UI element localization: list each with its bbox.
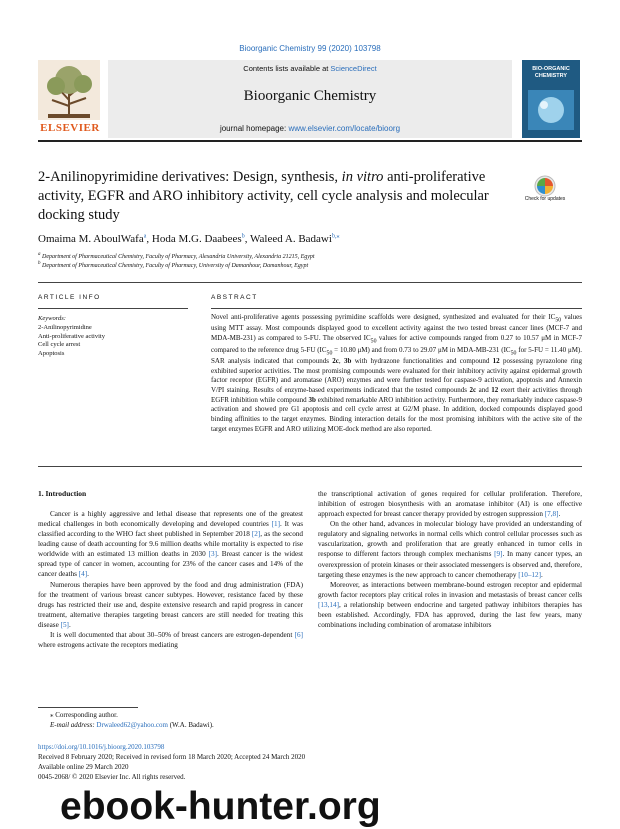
abstract-segment: exert their activities through EGFR inhibition while compound: [211, 385, 583, 404]
article-title: [38, 168, 508, 225]
affiliation-marker: a: [38, 252, 41, 257]
citation-link[interactable]: [7,8]: [544, 510, 559, 519]
intro-paragraph-1: [38, 509, 303, 580]
text-segment: . Breast cancer is the widest spread type of cancer in women, accounting for 23% of the cancer cases and 14% of the cancer deaths: [38, 550, 303, 579]
email-line: [50, 721, 350, 731]
sciencedirect-link[interactable]: ScienceDirect: [330, 64, 377, 73]
text-segment: Cancer is a highly aggressive and lethal disease that represents one of the greatest medical challenges in both economically developing and developed countries: [38, 510, 303, 529]
available-online: Available online 29 March 2020: [38, 763, 129, 772]
article-info-rule: [38, 308, 188, 309]
abstract-segment: ,: [338, 356, 344, 365]
author-affiliation-link[interactable]: b,⁎: [331, 233, 340, 239]
abstract-text: [211, 313, 582, 434]
intro-paragraph-3: [38, 630, 303, 650]
text-segment: the transcriptional activation of genes required for cellular proliferation. Therefore, inhibition of estrogen biosynthesis with an aromatase inhibitor (AI) is one effective approach expected for breast cancer therapy provided by estrogen suppression: [318, 490, 582, 519]
author-3: [250, 233, 339, 245]
text-segment: . In many cancer types, an overexpression of protein kinases or their associated messengers is observed and, therefore, targeting these enzymes is the new approach to cancer chemotherapy: [318, 550, 583, 579]
citation-link[interactable]: [5]: [60, 620, 69, 629]
citation-link[interactable]: [2]: [251, 530, 261, 539]
author-affiliation-link[interactable]: b: [241, 233, 245, 239]
keywords-block: [38, 315, 188, 359]
author-name: Waleed A. Badawi: [250, 232, 332, 245]
corresponding-author-note: ⁎ Corresponding author.: [50, 711, 118, 719]
copyright-line: 0045-2068/ © 2020 Elsevier Inc. All rights reserved.: [38, 773, 186, 782]
contents-line: [108, 64, 512, 73]
homepage-line: [108, 124, 512, 133]
keywords-label: Keywords:: [38, 315, 66, 322]
introduction-heading: 1. Introduction: [38, 489, 87, 498]
doi-link[interactable]: https://doi.org/10.1016/j.bioorg.2020.103798: [38, 743, 165, 751]
compound-label: 3b: [343, 356, 352, 365]
title-part-1: 2-Anilinopyrimidine derivatives: Design, synthesis,: [38, 169, 342, 185]
author-list: [38, 232, 582, 245]
abstract-segment: Novel anti-proliferative agents possessing pyrimidine scaffolds were designed, synthesized and evaluated for their IC: [211, 313, 556, 321]
intro-paragraph-4: [318, 519, 582, 579]
journal-citation[interactable]: Bioorganic Chemistry 99 (2020) 103798: [239, 44, 381, 53]
keyword-item: 2-Anilinopyrimidine: [38, 323, 92, 331]
text-segment: On the other hand, advances in molecular biology have provided an understanding of regulatory and signaling networks in normal cells which control cellular processes such as vascularization, growth and proliferation that are greatly enhanced in tumor cells in response to different factors through complex mechanisms: [318, 520, 582, 559]
compound-label: 12: [491, 385, 499, 394]
section-rule: [38, 282, 582, 283]
header-rule: [38, 140, 582, 142]
cover-title: BIO-ORGANIC CHEMISTRY: [532, 66, 570, 79]
keyword-item: Anti-proliferative activity: [38, 332, 105, 340]
abstract-subscript: 50: [510, 349, 517, 356]
abstract-segment: values for active compounds ranged from 0.27 to 10.57 μM in MCF-7 compared to the reference drug 5-FU (IC: [211, 334, 582, 354]
abstract-subscript: 50: [370, 338, 377, 345]
author-separator: ,: [146, 232, 152, 245]
publisher-logo-text: ELSEVIER: [40, 122, 100, 134]
citation-link[interactable]: [10–12]: [518, 570, 542, 579]
intro-paragraph-continued: [318, 489, 582, 519]
author-2: [152, 233, 250, 245]
abstract-rule: [211, 308, 582, 309]
author-separator: ,: [244, 232, 251, 245]
title-italic: in vitro: [341, 169, 384, 185]
text-segment: It is well documented that about 30–50% of breast cancers are estrogen-dependent: [50, 630, 295, 639]
watermark-text: ebook-hunter.org: [60, 785, 381, 828]
email-suffix: (W.A. Badawi).: [167, 720, 214, 729]
text-segment: Numerous therapies have been approved by the food and drug administration (FDA) for the treatment of various breast cancer subtypes. However, resistance faced by these drugs has restricted their use and, despite extensive research and rapid progress in cancer treatment, alternative therapies targeting breast cancers are still needed for treating this disease: [38, 580, 303, 629]
abstract-end-rule: [38, 466, 582, 467]
check-for-updates-icon[interactable]: [520, 174, 570, 210]
abstract-segment: values using MTT assay. Most compounds displayed good to excellent activity against the two tested breast cancer lines (MCF-7 and MDA-MB-231) as compared to 5-FU. The observed IC: [211, 313, 582, 343]
affiliation-a: [38, 252, 582, 260]
abstract-segment: = 10.80 μM) and from 0.73 to 29.07 μM in MDA-MB-231 (IC: [332, 345, 511, 354]
keyword-item: Cell cycle arrest: [38, 341, 81, 349]
author-affiliation-link[interactable]: a: [143, 233, 147, 239]
compound-label: 2c: [332, 356, 339, 365]
citation-link[interactable]: [4]: [78, 570, 88, 579]
citation-link[interactable]: [1]: [271, 520, 281, 529]
intro-paragraph-2: [38, 580, 303, 630]
abstract-segment: exhibited remarkable ARO inhibition activity. Furthermore, they remarkably induce caspase-9 activation and showed pre G1 apoptosis and cell cycle arrest at G2/M phase. In addition, docked compounds displayed good binding affinities to the target enzymes. Binding interaction details for the most promising inhibitors with the active site of the target enzymes EGFR and ARO utilizing MOE-dock method are also reported.: [211, 395, 582, 433]
abstract-segment: for 5-FU = 11.40 μM). SAR analysis indicated that compounds: [211, 345, 583, 365]
footnote: [50, 711, 350, 731]
footnote-rule: [38, 707, 138, 708]
check-for-updates-label: Check for updates: [524, 196, 566, 202]
compound-label: 3b: [308, 395, 316, 404]
author-name: Omaima M. AboulWafa: [38, 232, 144, 245]
author-name: Hoda M.G. Daabees: [151, 232, 242, 245]
text-segment: .: [558, 510, 561, 519]
text-segment: .: [541, 570, 543, 579]
abstract-segment: with hydrazone functionalities and compound: [351, 356, 493, 365]
text-segment: .: [68, 620, 71, 629]
abstract-subscript: 50: [555, 317, 562, 324]
compound-label: 12: [492, 356, 500, 365]
abstract-segment: and: [476, 385, 492, 394]
text-segment: Moreover, as interactions between membrane-bound estrogen receptor and epidermal growth factor receptors play critical roles in invasion and metastasis of breast cancer cells: [318, 580, 582, 599]
text-segment: , as the second leading cause of death accounting for 9.6 million deaths while mortality is expected to rise worldwide with an estimated 13 million deaths in 2030: [38, 530, 304, 559]
body-column-left: [38, 509, 303, 650]
email-link[interactable]: Drwaleed62@yahoo.com: [96, 720, 168, 729]
affiliation-text: Department of Pharmaceutical Chemistry, Faculty of Pharmacy, Alexandria University, Alexandria 21215, Egypt: [40, 254, 315, 260]
text-segment: .: [87, 570, 89, 579]
contents-prefix: Contents lists available at: [243, 64, 331, 73]
body-column-right: [318, 489, 582, 630]
journal-title: Bioorganic Chemistry: [243, 88, 377, 104]
intro-paragraph-5: [318, 580, 582, 630]
keyword-item: Apoptosis: [38, 350, 65, 358]
affiliation-marker: b: [38, 261, 41, 266]
received-dates: Received 8 February 2020; Received in revised form 18 March 2020; Accepted 24 March 2020: [38, 753, 306, 762]
author-1: [38, 233, 152, 245]
abstract-segment: possessing pyrazolone ring exhibited superior activities. The most promising compounds were evaluated for their inhibitory activity against epidermal growth factor receptor (EGFR) and aromatase (ARO) enzymes and were further tested for caspase-9 activation, apoptosis and Annexin V/PI staining. Results of enzyme-based experiments indicated that the tested compounds: [211, 356, 582, 394]
homepage-link[interactable]: www.elsevier.com/locate/bioorg: [288, 124, 401, 133]
article-info-heading: ARTICLE INFO: [38, 294, 101, 301]
email-label: E-mail address:: [50, 720, 97, 729]
affiliation-text: Department of Pharmaceutical Chemistry, Faculty of Pharmacy, University of Damanhour, Damanhour, Egypt: [40, 263, 309, 269]
citation-link[interactable]: [6]: [294, 630, 303, 639]
compound-label: 2c: [469, 385, 477, 394]
text-segment: where estrogens activate the receptors mediating: [38, 641, 178, 650]
citation-link[interactable]: [3]: [208, 550, 218, 559]
text-segment: , a relationship between endocrine and targeted pathway inhibitors therapies has been established. Accordingly, FDA has approved, during the last few years, many combinations including combination of aromatase inhibitors: [318, 600, 582, 630]
citation-link[interactable]: [13,14]: [318, 600, 339, 609]
homepage-prefix: journal homepage:: [219, 124, 289, 133]
affiliation-b: [38, 261, 582, 269]
abstract-subscript: 50: [326, 349, 333, 356]
citation-link[interactable]: [9]: [494, 550, 503, 559]
text-segment: . It was classified according to the WHO fact sheet published in September 2018: [38, 520, 303, 539]
abstract-heading: ABSTRACT: [211, 294, 258, 301]
article-meta: [38, 742, 438, 783]
title-part-2: anti-proliferative activity, EGFR and ARO inhibitory activity, cell cycle analysis and molecular docking study: [38, 169, 489, 223]
